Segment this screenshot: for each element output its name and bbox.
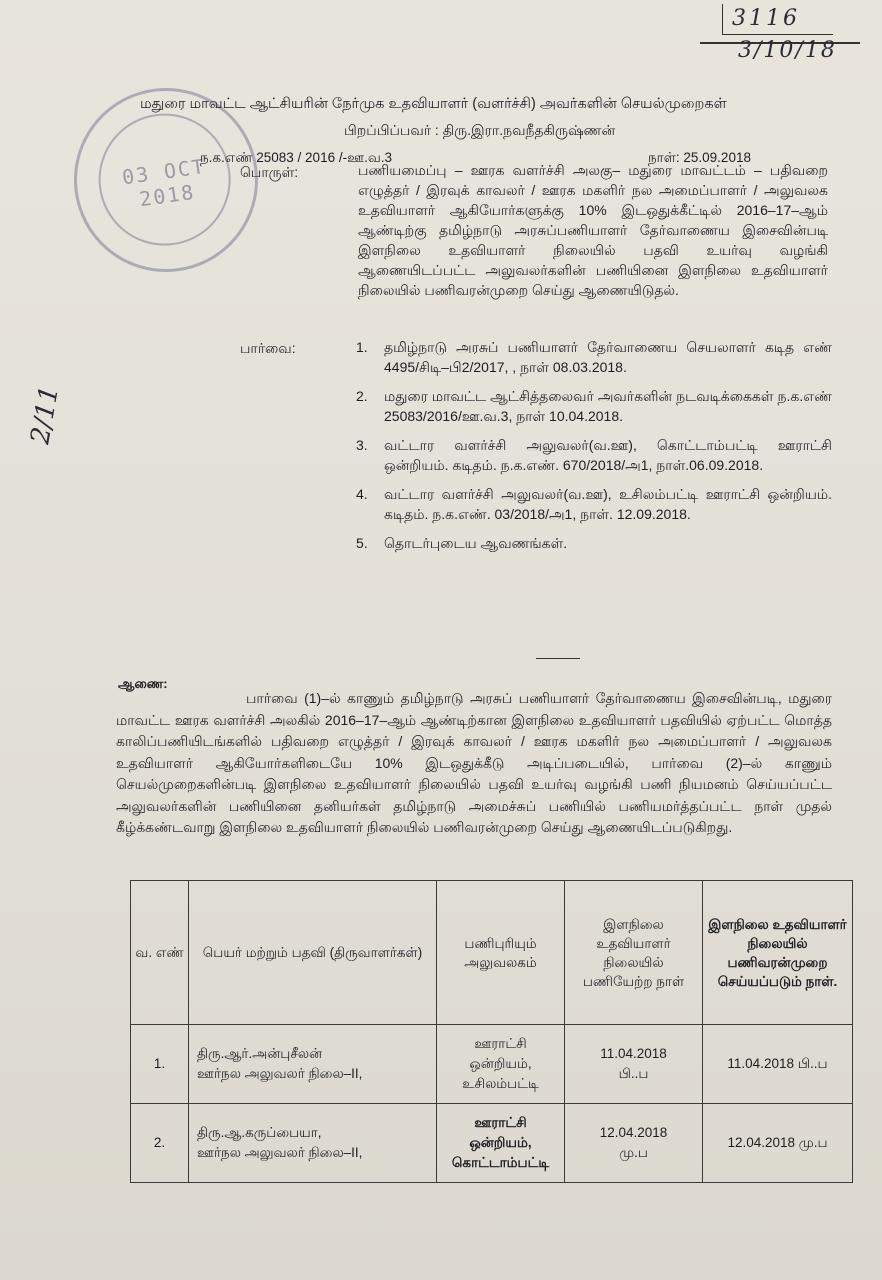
employee-name: திரு.ஆர்.அன்புசீலன் bbox=[197, 1046, 323, 1061]
cell-joining-date bbox=[565, 1104, 703, 1183]
order-label: ஆணை: bbox=[118, 676, 168, 691]
reference-number-label: 1. bbox=[356, 339, 368, 355]
subject-text: பணியமைப்பு – ஊரக வளர்ச்சி அலகு– மதுரை மாவட்டம் – பதிவறை எழுத்தர் / இரவுக் காவலர் / ஊரக மகளிர் நல அமைப்பாளர் / அலுவலக உதவியாளர் ஆகியோர்களுக்கு 10% இடஒதுக்கீட்டில் 2016–17–ஆம் ஆண்டிற்கு தமிழ்நாடு அரசுப்பணியாளர் தேர்வாணைய இசைவின்படி இளநிலை உதவியாளர் நிலையில் பதவி உயர்வு வழங்கி ஆணையிடப்பட்ட அலுவலர்களின் பணியினை இளநிலை உதவியாளர் நிலையில் பணிவரன்முறை செய்து ஆணையிடுதல். bbox=[358, 162, 828, 298]
inward-number: 3116 bbox=[732, 6, 800, 31]
cell-serial-number: 2. bbox=[131, 1104, 189, 1183]
cell-office bbox=[437, 1104, 565, 1183]
inward-date: 3/10/18 bbox=[738, 38, 837, 63]
office-line-2: ஒன்றியம், bbox=[469, 1056, 532, 1071]
reference-item bbox=[356, 337, 832, 377]
subject-label: பொருள்: bbox=[240, 164, 299, 180]
stamp-date: 03 OCT 2018 bbox=[120, 153, 208, 212]
joining-date: 11.04.2018 bbox=[600, 1046, 667, 1061]
table-header-row bbox=[131, 881, 853, 1025]
reference-number-label: 4. bbox=[356, 486, 368, 502]
reference-text: வட்டார வளர்ச்சி அலுவலர்(வ.ஊ), கொட்டாம்பட்டி ஊராட்சி ஒன்றியம். கடிதம். ந.க.எண். 670/2018/அ1, நாள்.06.09.2018. bbox=[384, 437, 832, 473]
header-regularisation-date: இளநிலை உதவியாளர் நிலையில் பணிவரன்முறை செய்யப்படும் நாள். bbox=[703, 881, 853, 1025]
employee-name: திரு.ஆ.கருப்பையா, bbox=[197, 1125, 322, 1140]
header-joining-date: இளநிலை உதவியாளர் நிலையில் பணியேற்ற நாள் bbox=[565, 881, 703, 1025]
references-list bbox=[356, 337, 832, 562]
section-divider bbox=[536, 658, 580, 659]
reference-text: தொடர்புடைய ஆவணங்கள். bbox=[384, 535, 568, 551]
references-label: பார்வை: bbox=[240, 340, 296, 356]
reference-item bbox=[356, 386, 832, 426]
document-date: நாள்: 25.09.2018 bbox=[648, 150, 751, 165]
reference-item bbox=[356, 484, 832, 524]
cell-regularisation-date: 12.04.2018 மு.ப bbox=[703, 1104, 853, 1183]
header-serial-number: வ. எண் bbox=[131, 881, 189, 1025]
office-line-1: ஊராட்சி bbox=[474, 1036, 527, 1051]
header-name-designation: பெயர் மற்றும் பதவி (திருவாளர்கள்) bbox=[189, 881, 437, 1025]
cell-office bbox=[437, 1025, 565, 1104]
header-office: பணிபுரியும் அலுவலகம் bbox=[437, 881, 565, 1025]
reference-number-label: 2. bbox=[356, 388, 368, 404]
reference-item bbox=[356, 435, 832, 475]
order-text: பார்வை (1)–ல் காணும் தமிழ்நாடு அரசுப் பணியாளர் தேர்வாணைய இசைவின்படி, மதுரை மாவட்ட ஊரக வளர்ச்சி அலகில் 2016–17–ஆம் ஆண்டிற்கான இளநிலை உதவியாளர் பதவியில் ஏற்பட்ட மொத்த காலிப்பணியிடங்களில் பதிவறை எழுத்தர் / இரவுக் காவலர் / ஊரக மகளிர் நல அமைப்பாளர் / அலுவலக உதவியாளர் ஆகியோர்களிடையே 10% இடஒதுக்கீடு அடிப்படையில், பார்வை (2)–ல் காணும் செயல்முறைகளின்படி இளநிலை உதவியாளர் நிலையில் பதவி உயர்வு வழங்கி பணி நியமனம் செய்யப்பட்ட அலுவலர்களின் பணியினை தனியர்கள் தமிழ்நாடு அமைச்சுப் பணியில் பணியமர்த்தப்பட்ட நாள் முதல் கீழ்க்கண்டவாறு இளநிலை உதவியாளர் நிலையில் பணிவரன்முறை செய்து ஆணையிடப்படுகிறது. bbox=[116, 690, 832, 835]
issued-by: பிறப்பிப்பவர் : திரு.இரா.நவநீதகிருஷ்ணன் bbox=[344, 122, 616, 138]
joining-date: 12.04.2018 bbox=[599, 1125, 668, 1140]
reference-item bbox=[356, 533, 832, 553]
cell-name-designation bbox=[189, 1104, 437, 1183]
office-line-1: ஊராட்சி bbox=[474, 1115, 527, 1130]
employee-designation: ஊர்நல அலுவலர் நிலை–II, bbox=[197, 1066, 363, 1081]
reference-number: ந.க.எண் 25083 / 2016 /-ஊ.வ.3 bbox=[200, 150, 393, 165]
reference-number-label: 3. bbox=[356, 437, 368, 453]
table-row bbox=[131, 1104, 853, 1183]
cell-regularisation-date: 11.04.2018 பி..ப bbox=[703, 1025, 853, 1104]
staff-table bbox=[130, 880, 853, 1183]
office-line-2: ஒன்றியம், bbox=[469, 1135, 532, 1150]
cell-serial-number: 1. bbox=[131, 1025, 189, 1104]
table-row bbox=[131, 1025, 853, 1104]
document-title: மதுரை மாவட்ட ஆட்சியரின் நேர்முக உதவியாளர் (வளர்ச்சி) அவர்களின் செயல்முறைகள் bbox=[140, 96, 727, 112]
office-line-3: கொட்டாம்பட்டி bbox=[451, 1155, 550, 1170]
cell-joining-date bbox=[565, 1025, 703, 1104]
margin-handwritten-mark: 2/11 bbox=[25, 383, 66, 447]
joining-session: மு.ப bbox=[619, 1145, 648, 1160]
reference-text: மதுரை மாவட்ட ஆட்சித்தலைவர் அவர்களின் நடவடிக்கைகள் ந.க.எண் 25083/2016/ஊ.வ.3, நாள் 10.04.2018. bbox=[384, 388, 832, 424]
reference-number-label: 5. bbox=[356, 535, 368, 551]
reference-text: தமிழ்நாடு அரசுப் பணியாளர் தேர்வாணைய செயலாளர் கடித எண் 4495/சிடி–பி2/2017, , நாள் 08.03.2018. bbox=[384, 339, 832, 375]
employee-designation: ஊர்நல அலுவலர் நிலை–II, bbox=[197, 1145, 363, 1160]
cell-name-designation bbox=[189, 1025, 437, 1104]
reference-text: வட்டார வளர்ச்சி அலுவலர்(வ.ஊ), உசிலம்பட்டி ஊராட்சி ஒன்றியம். கடிதம். ந.க.எண். 03/2018/அ1, நாள். 12.09.2018. bbox=[384, 486, 832, 522]
joining-session: பி..ப bbox=[618, 1066, 649, 1081]
office-line-3: உசிலம்பட்டி bbox=[462, 1076, 539, 1091]
